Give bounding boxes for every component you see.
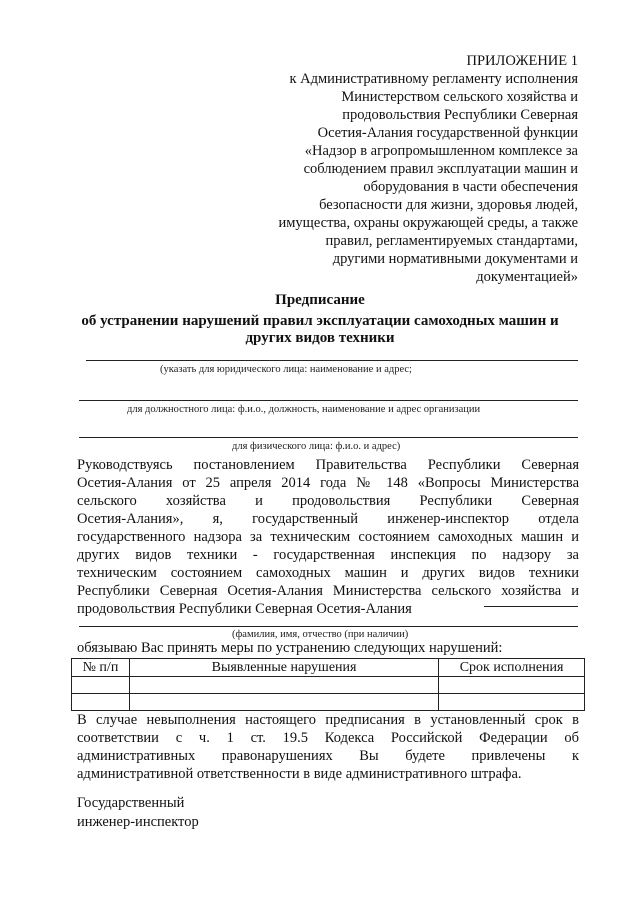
body-line: других видов техники - государственная инспекция по надзору за: [77, 547, 579, 563]
appendix-header: [218, 52, 578, 286]
body-last-line: продовольствия Республики Северная Осетия-Алания: [77, 601, 412, 617]
appendix-line: документацией»: [476, 269, 578, 285]
appendix-line: безопасности для жизни, здоровья людей,: [319, 197, 578, 213]
body-line: государственного надзора за техническим состоянием самоходных машин и: [77, 529, 579, 545]
caption-individual: для физического лица: ф.и.о. и адрес): [232, 441, 401, 452]
caption-fio: (фамилия, имя, отчество (при наличии): [232, 629, 409, 640]
table-row: [72, 677, 585, 694]
table-cell[interactable]: [439, 677, 585, 694]
appendix-line: имущества, охраны окружающей среды, а также: [278, 215, 578, 231]
body-line: Руководствуясь постановлением Правительства Республики Северная: [77, 457, 579, 473]
column-header-number: № п/п: [72, 659, 130, 677]
inspector-fill-line-inline[interactable]: [484, 606, 578, 607]
document-title: Предписание: [275, 292, 365, 308]
appendix-line: другими нормативными документами и: [332, 251, 578, 267]
recipient-fill-line-2[interactable]: [79, 400, 578, 401]
body-line: Республики Северная Осетия-Алания Министерства сельского хозяйства и: [77, 583, 579, 599]
appendix-line: Осетия-Алания государственной функции: [317, 125, 578, 141]
table-cell[interactable]: [439, 694, 585, 711]
inspector-fill-line[interactable]: [79, 626, 578, 627]
appendix-line: правил, регламентируемых стандартами,: [325, 233, 578, 249]
appendix-line: соблюдением правил эксплуатации машин и: [303, 161, 578, 177]
recipient-fill-line-3[interactable]: [79, 437, 578, 438]
body-line: Осетия-Алания от 25 апреля 2014 года № 148 «Вопросы Министерства: [77, 475, 579, 491]
table-header-row: [72, 659, 585, 677]
obligation-text: [77, 639, 579, 657]
document-subtitle-line2: других видов техники: [245, 330, 395, 346]
warning-line: административных правонарушениях Вы будете привлечены к: [77, 748, 579, 764]
appendix-line: к Административному регламенту исполнения: [289, 71, 578, 87]
appendix-line: ПРИЛОЖЕНИЕ 1: [466, 53, 578, 69]
body-line: сельского хозяйства и продовольствия Республики Северная: [77, 493, 579, 509]
recipient-fill-line-1[interactable]: [86, 360, 578, 361]
table-cell[interactable]: [72, 677, 130, 694]
body-paragraph: [77, 456, 579, 618]
warning-line: соответствии с ч. 1 ст. 19.5 Кодекса Российской Федерации об: [77, 730, 579, 746]
appendix-line: Министерством сельского хозяйства и: [341, 89, 578, 105]
body-line: Осетия-Алания», я, государственный инженер-инспектор отдела: [77, 511, 579, 527]
warning-last-line: административной ответственности в виде административного штрафа.: [77, 766, 522, 782]
warning-paragraph: [77, 711, 579, 783]
caption-official: для должностного лица: ф.и.о., должность, наименование и адрес организации: [127, 404, 481, 415]
table-cell[interactable]: [129, 677, 438, 694]
table-cell[interactable]: [129, 694, 438, 711]
document-subtitle-line1: об устранении нарушений правил эксплуатации самоходных машин и: [81, 313, 559, 329]
signature-title-line2: инженер-инспектор: [77, 814, 199, 830]
table-cell[interactable]: [72, 694, 130, 711]
violations-table: [71, 658, 585, 711]
column-header-violations: Выявленные нарушения: [129, 659, 438, 677]
appendix-line: «Надзор в агропромышленном комплексе за: [304, 143, 578, 159]
caption-legal-entity: (указать для юридического лица: наименование и адрес;: [160, 364, 412, 375]
appendix-line: продовольствия Республики Северная: [342, 107, 578, 123]
appendix-line: оборудования в части обеспечения: [363, 179, 578, 195]
obligation-line: обязываю Вас принять меры по устранению следующих нарушений:: [77, 640, 503, 656]
table-row: [72, 694, 585, 711]
warning-line: В случае невыполнения настоящего предписания в установленный срок в: [77, 712, 579, 728]
column-header-deadline: Срок исполнения: [439, 659, 585, 677]
body-line: техническим состоянием самоходных машин и других видов техники: [77, 565, 579, 581]
signature-title-line1: Государственный: [77, 795, 185, 811]
